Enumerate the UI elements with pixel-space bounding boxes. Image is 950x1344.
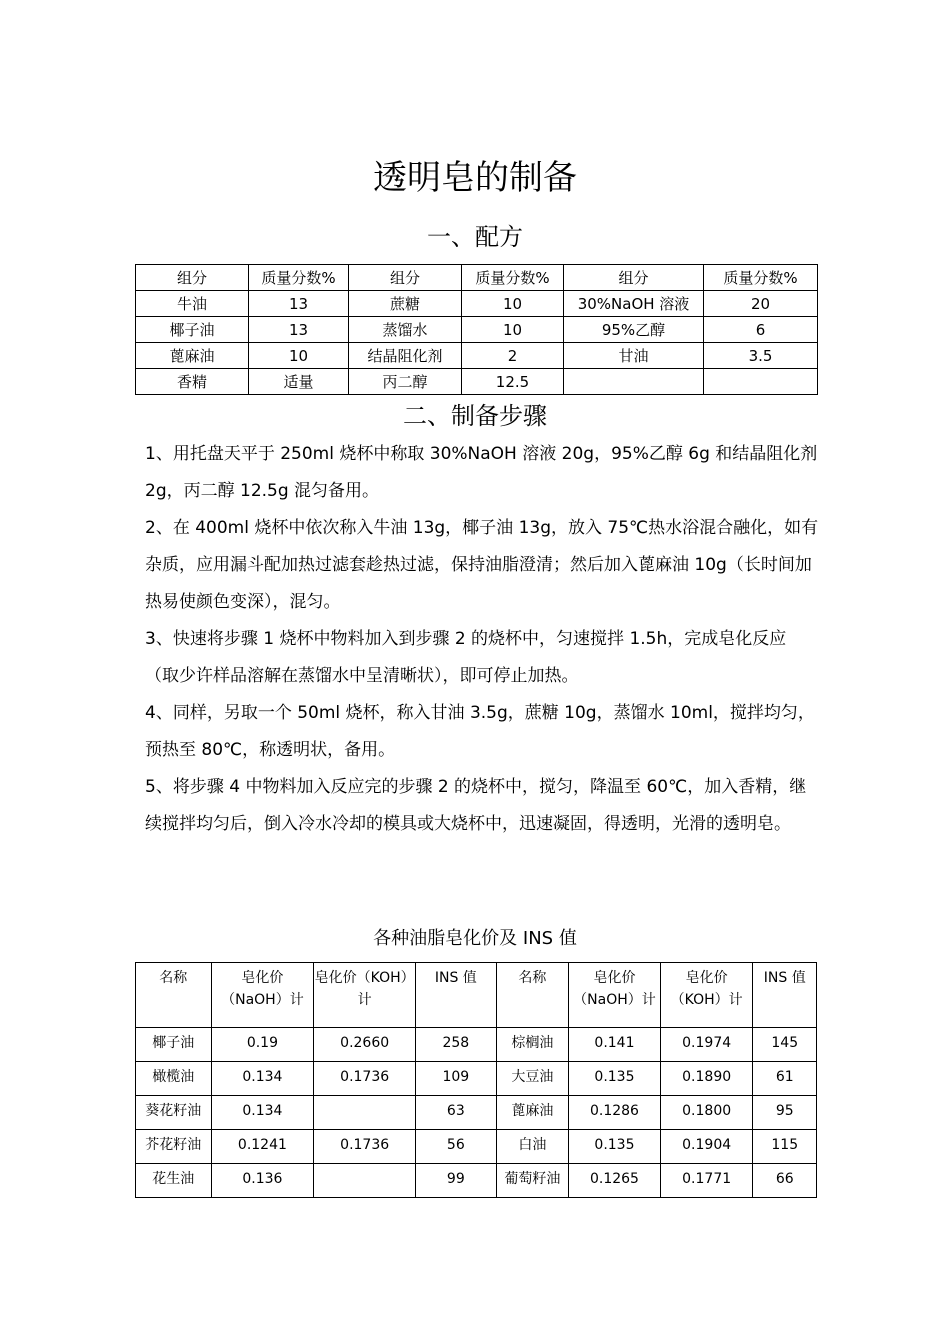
table-cell: 蓖麻油 [136,343,249,369]
table-cell: 葡萄籽油 [496,1164,569,1198]
table-cell: 香精 [136,369,249,395]
table-cell: 20 [704,291,818,317]
table-cell: 10 [462,317,564,343]
header-cell: 皂化价（NaOH）计 [569,963,661,1028]
table-cell: 145 [753,1028,817,1062]
table-cell: 椰子油 [136,317,249,343]
table-cell: 0.1736 [314,1062,416,1096]
table-cell: 0.1241 [211,1130,314,1164]
table-cell: 0.1771 [660,1164,753,1198]
table-cell: 0.1800 [660,1096,753,1130]
table-cell: 0.19 [211,1028,314,1062]
table-row [136,1062,817,1096]
table-cell: 花生油 [136,1164,212,1198]
table-cell: 12.5 [462,369,564,395]
table-cell: 蔗糖 [349,291,462,317]
header-cell: INS 值 [753,963,817,1028]
header-cell: 皂化价（KOH）计 [660,963,753,1028]
table-row [136,1096,817,1130]
page-title: 透明皂的制备 [373,158,577,198]
table-cell: 6 [704,317,818,343]
table-row [136,317,818,343]
header-cell: 名称 [496,963,569,1028]
table-cell: 66 [753,1164,817,1198]
table-cell: 0.135 [569,1062,661,1096]
step-paragraph: 5、将步骤 4 中物料加入反应完的步骤 2 的烧杯中，搅匀，降温至 60℃，加入香精，继续搅拌均匀后，倒入冷水冷却的模具或大烧杯中，迅速凝固，得透明，光滑的透明皂。 [145,777,807,834]
table-cell: 0.134 [211,1062,314,1096]
table-cell: 结晶阻化剂 [349,343,462,369]
table-cell: 牛油 [136,291,249,317]
table-row [136,1028,817,1062]
table-cell: 61 [753,1062,817,1096]
header-cell: 质量分数% [249,265,349,291]
table-cell: 丙二醇 [349,369,462,395]
header-cell: 质量分数% [462,265,564,291]
table-cell: 芥花籽油 [136,1130,212,1164]
table-cell [314,1164,416,1198]
table-cell: 109 [416,1062,497,1096]
section-heading-formula: 一、配方 [427,223,523,251]
table-cell: 蓖麻油 [496,1096,569,1130]
table-row [136,1164,817,1198]
table-cell: 0.135 [569,1130,661,1164]
table-cell: 30%NaOH 溶液 [564,291,704,317]
table-row [136,291,818,317]
header-cell: 皂化价（KOH）计 [314,963,416,1028]
table-cell: 115 [753,1130,817,1164]
table-cell: 63 [416,1096,497,1130]
table-cell: 10 [249,343,349,369]
table-header-row [136,265,818,291]
table-cell: 葵花籽油 [136,1096,212,1130]
table-cell: 0.136 [211,1164,314,1198]
header-cell: 皂化价（NaOH）计 [211,963,314,1028]
table-cell: 3.5 [704,343,818,369]
step-paragraph: 2、在 400ml 烧杯中依次称入牛油 13g，椰子油 13g，放入 75℃热水浴混合融化，如有杂质，应用漏斗配加热过滤套趁热过滤，保持油脂澄清；然后加入蓖麻油 10g（长时间加热易使颜色变深），混匀。 [145,518,819,612]
header-cell: 质量分数% [704,265,818,291]
step-paragraph: 3、快速将步骤 1 烧杯中物料加入到步骤 2 的烧杯中，匀速搅拌 1.5h，完成皂化反应（取少许样品溶解在蒸馏水中呈清晰状），即可停止加热。 [145,629,787,686]
table-cell: 0.2660 [314,1028,416,1062]
table-cell: 0.1286 [569,1096,661,1130]
table-cell: 椰子油 [136,1028,212,1062]
header-cell: 组分 [349,265,462,291]
table-cell: 蒸馏水 [349,317,462,343]
table-cell: 258 [416,1028,497,1062]
table-cell [314,1096,416,1130]
table-row [136,1130,817,1164]
table-cell: 大豆油 [496,1062,569,1096]
table-cell: 2 [462,343,564,369]
oil-saponification-table [135,962,817,1198]
table-cell: 0.134 [211,1096,314,1130]
header-cell: INS 值 [416,963,497,1028]
table-cell: 0.1904 [660,1130,753,1164]
table-header-row [136,963,817,1028]
table-cell: 13 [249,317,349,343]
section-heading-steps: 二、制备步骤 [403,402,547,430]
table-cell [564,369,704,395]
table-cell: 0.1890 [660,1062,753,1096]
table-row [136,369,818,395]
table-cell: 0.141 [569,1028,661,1062]
table-cell: 56 [416,1130,497,1164]
header-cell: 名称 [136,963,212,1028]
step-paragraph: 1、用托盘天平于 250ml 烧杯中称取 30%NaOH 溶液 20g，95%乙醇 6g 和结晶阻化剂 2g，丙二醇 12.5g 混匀备用。 [145,444,818,501]
table-cell: 0.1265 [569,1164,661,1198]
oil-table-caption: 各种油脂皂化价及 INS 值 [373,928,577,949]
table-cell: 白油 [496,1130,569,1164]
table-row [136,343,818,369]
table-cell: 95%乙醇 [564,317,704,343]
table-cell: 棕榈油 [496,1028,569,1062]
header-cell: 组分 [136,265,249,291]
table-cell: 橄榄油 [136,1062,212,1096]
table-cell: 适量 [249,369,349,395]
table-cell: 95 [753,1096,817,1130]
step-paragraph: 4、同样，另取一个 50ml 烧杯，称入甘油 3.5g，蔗糖 10g，蒸馏水 10ml，搅拌均匀，预热至 80℃，称透明状，备用。 [145,703,815,760]
header-cell: 组分 [564,265,704,291]
table-cell: 10 [462,291,564,317]
table-cell: 13 [249,291,349,317]
steps-list [145,436,820,843]
table-cell: 0.1974 [660,1028,753,1062]
table-cell: 99 [416,1164,497,1198]
table-cell: 甘油 [564,343,704,369]
table-cell [704,369,818,395]
formula-table [135,264,818,395]
table-cell: 0.1736 [314,1130,416,1164]
